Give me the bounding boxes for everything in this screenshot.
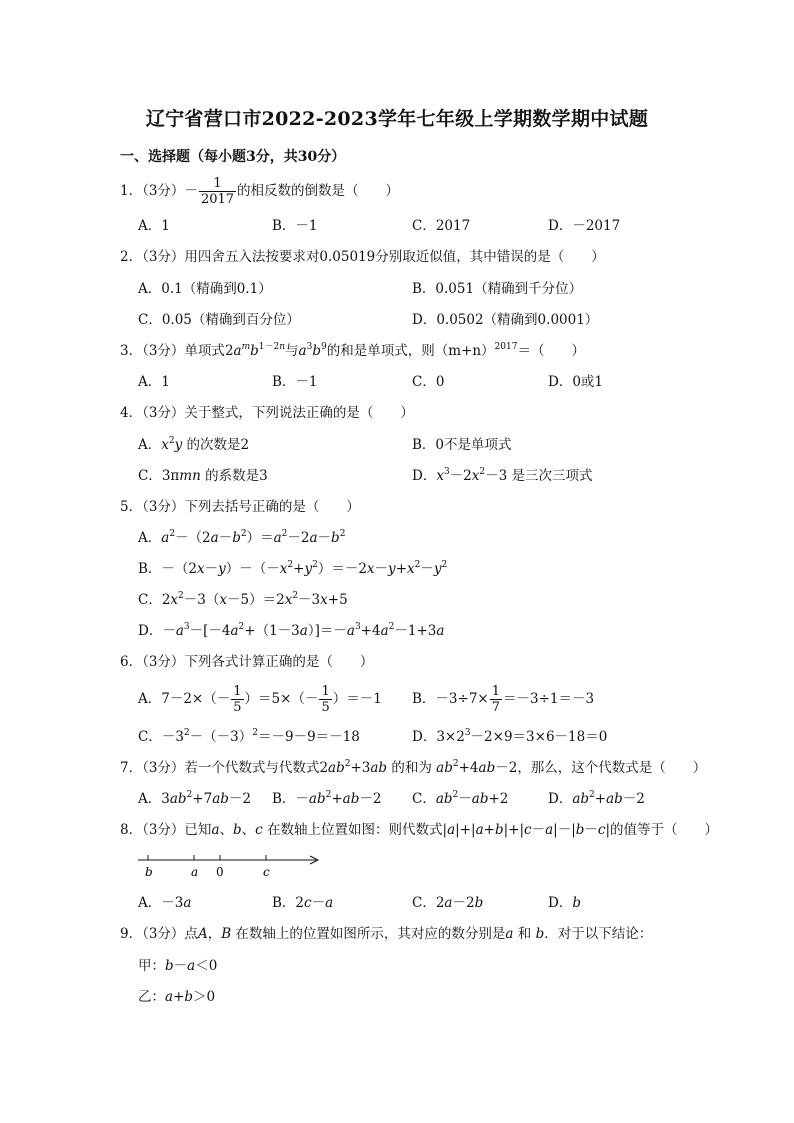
statement-yi: 乙：a+b＞0 xyxy=(138,989,216,1005)
option-a[interactable]: A．$3ab^2+7ab-2$ xyxy=(138,790,251,807)
option-d[interactable]: D．b xyxy=(548,895,581,911)
option-d[interactable]: D．0或1 xyxy=(548,374,604,390)
option-a[interactable]: A．7－2×（－ $\frac{1}{5}$ ）＝5×（－ $\frac{1}{5}$ ）＝－1 xyxy=(138,684,382,715)
fraction: $\frac{1}{2017}$ xyxy=(200,176,235,207)
label-0: 0 xyxy=(216,865,224,879)
option-b[interactable]: B．－1 xyxy=(272,374,318,390)
question-7: 7．（3分）若一个代数式与代数式$2ab^2+3ab$ 的和为 $ab^2+4ab-2$，那么，这个代数式是（ ） xyxy=(120,759,707,776)
option-c[interactable]: C．0 xyxy=(412,374,445,390)
option-b[interactable]: B．2c－a xyxy=(272,895,334,911)
question-2: 2．（3分）用四舍五入法按要求对0.05019分别取近似值，其中错误的是（ ） xyxy=(120,249,605,265)
option-b[interactable]: B．－1 xyxy=(272,218,318,234)
label-c: c xyxy=(263,865,270,879)
option-c[interactable]: C．$-3^2-(-3)^2=-9-9=-18$ xyxy=(138,728,360,745)
option-a[interactable]: A．1 xyxy=(138,218,170,234)
option-d[interactable]: D．0.0502（精确到0.0001） xyxy=(412,312,599,328)
option-a[interactable]: A．$a^2-(2a-b^2)=a^2-2a-b^2$ xyxy=(138,529,346,546)
option-b[interactable]: B．0不是单项式 xyxy=(412,437,512,453)
label-b: b xyxy=(145,865,153,879)
option-c[interactable]: C．2a－2b xyxy=(412,895,484,911)
question-5: 5．（3分）下列去括号正确的是（ ） xyxy=(120,499,360,515)
option-d[interactable]: D．$3\times 2^3-2\times 9=3\times 6-18=0$ xyxy=(412,728,608,745)
section-heading: 一、选择题（每小题3分，共30分） xyxy=(120,149,346,165)
statement-jia: 甲：b－a＜0 xyxy=(138,958,218,974)
option-b[interactable]: B．$-ab^2+ab-2$ xyxy=(272,790,382,807)
option-d[interactable]: D．$-a^3-[-4a^2+(1-3a)]=-a^3+4a^2-1+3a$ xyxy=(138,622,445,639)
option-b[interactable]: B．－3÷7× $\frac{1}{7}$ ＝－3÷1＝－3 xyxy=(412,684,595,715)
option-d[interactable]: D．－2017 xyxy=(548,218,621,234)
option-d[interactable]: D．$ab^2+ab-2$ xyxy=(548,790,645,807)
option-a[interactable]: A．0.1（精确到0.1） xyxy=(138,281,272,297)
option-c[interactable]: C．$2x^2-3(x-5)=2x^2-3x+5$ xyxy=(138,591,348,608)
number-line-figure xyxy=(136,850,336,882)
question-8: 8．（3分）已知a、b、c 在数轴上位置如图：则代数式|a|+|a+b|+|c－a|－|b－c|的值等于（ ） xyxy=(120,822,719,838)
question-4: 4．（3分）关于整式，下列说法正确的是（ ） xyxy=(120,405,414,421)
question-6: 6．（3分）下列各式计算正确的是（ ） xyxy=(120,654,374,670)
option-b[interactable]: B．$-(2x-y)-(-x^2+y^2)=-2x-y+x^2-y^2$ xyxy=(138,560,448,577)
question-3: 3．（3分）单项式$2a^mb^{1-2n}$与$a^3b^9$的和是单项式，则$(m+n)^{2017}=$（ ） xyxy=(120,342,585,359)
question-1: 1．（3分）－ $\frac{1}{2017}$ 的相反数的倒数是（ ） xyxy=(120,176,400,207)
option-a[interactable]: A．－3a xyxy=(138,895,192,911)
option-c[interactable]: C．3πmn 的系数是3 xyxy=(138,468,268,484)
option-b[interactable]: B．0.051（精确到千分位） xyxy=(412,281,583,297)
question-9: 9．（3分）点A，B 在数轴上的位置如图所示，其对应的数分别是a 和 b．对于以下结论： xyxy=(120,926,653,942)
label-a: a xyxy=(191,865,199,879)
option-a[interactable]: A．1 xyxy=(138,374,170,390)
option-c[interactable]: C．0.05（精确到百分位） xyxy=(138,312,300,328)
option-c[interactable]: C．2017 xyxy=(412,218,471,234)
option-c[interactable]: C．$ab^2-ab+2$ xyxy=(412,790,509,807)
option-d[interactable]: D．$x^3-2x^2-3$ 是三次三项式 xyxy=(412,467,593,484)
option-a[interactable]: A．$x^2y$ 的次数是2 xyxy=(138,436,250,453)
page-title: 辽宁省营口市2022-2023学年七年级上学期数学期中试题 xyxy=(145,108,649,130)
